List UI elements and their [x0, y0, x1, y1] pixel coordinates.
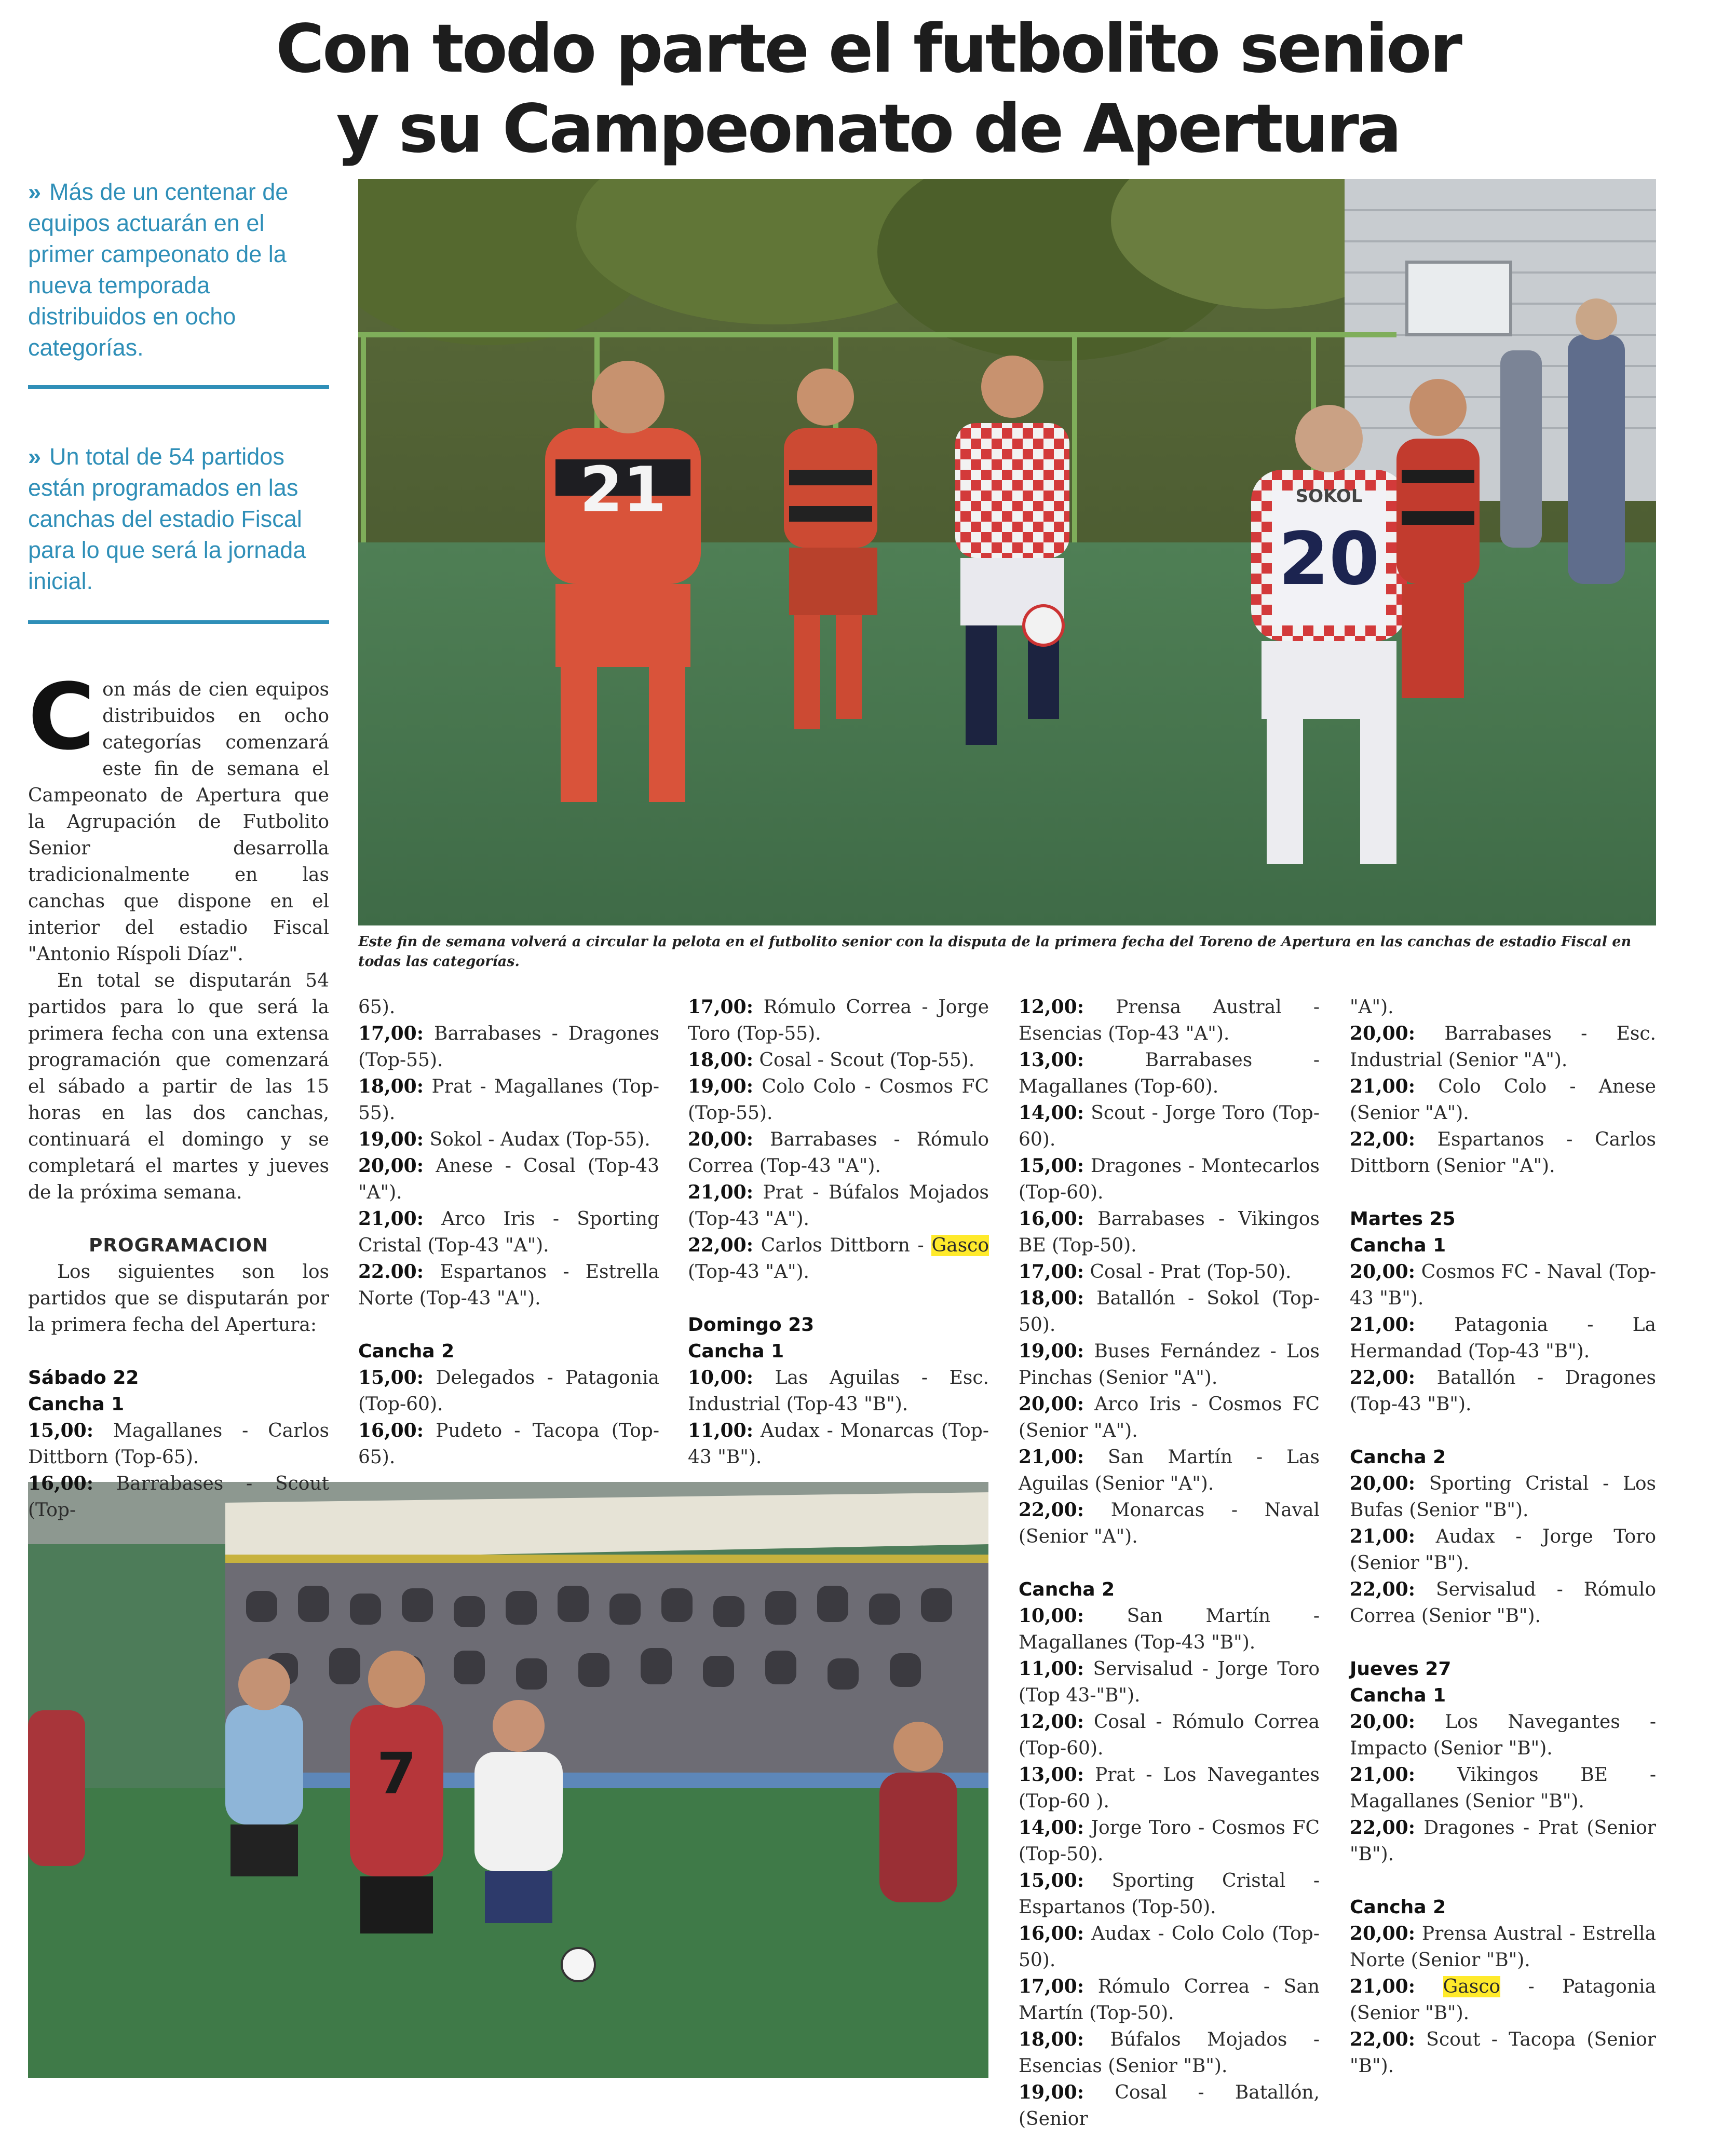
match-time: 20,00: [1350, 1711, 1416, 1733]
match-time: 21,00: [1350, 1764, 1416, 1786]
match-teams: Pudeto - Tacopa (Top-65). [358, 1420, 659, 1468]
schedule-heading: Domingo 23 [688, 1314, 815, 1336]
match-item [1019, 1973, 1320, 2026]
match-time: 20,00: [1019, 1393, 1084, 1415]
match-item [688, 1418, 989, 1470]
match-continuation: 65). [358, 997, 396, 1018]
double-chevron-icon: » [28, 443, 42, 470]
match-time: 19,00: [1019, 2081, 1084, 2103]
match-time: 18,00: [1019, 2028, 1084, 2050]
match-time: 19,00: [358, 1128, 424, 1150]
match-time: 22,00: [1350, 1367, 1416, 1388]
highlighted-team: Gasco [1443, 1976, 1501, 1997]
schedule-heading: Jueves 27 [1350, 1658, 1452, 1680]
match-item [1019, 1100, 1320, 1153]
article-column-3 [688, 994, 989, 1470]
match-teams: Batallón - Dragones (Top-43 "B"). [1350, 1367, 1656, 1415]
match-item [688, 1365, 989, 1418]
main-photo-image [358, 179, 1656, 925]
match-item [358, 1020, 659, 1073]
schedule-list [28, 1365, 329, 1523]
match-time: 13,00: [1019, 1049, 1084, 1071]
match-item [1019, 1815, 1320, 1868]
match-teams: - Patagonia (Senior "B"). [1350, 1976, 1656, 2024]
match-teams: Audax - Monarcas (Top-43 "B"). [688, 1420, 989, 1468]
match-teams: Cosmos FC - Naval (Top-43 "B"). [1350, 1261, 1656, 1309]
match-time: 11,00: [688, 1420, 754, 1441]
article-column-1 [28, 664, 329, 1523]
schedule-heading: Cancha 2 [1350, 1897, 1446, 1918]
match-time: 22,00: [1350, 1817, 1416, 1839]
match-teams: Cosal - Rómulo Correa (Top-60). [1019, 1711, 1320, 1759]
match-teams: Los Navegantes - Impacto (Senior "B"). [1350, 1711, 1656, 1759]
match-teams: Prensa Austral - Esencias (Top-43 "A"). [1019, 997, 1320, 1044]
match-time: 12,00: [1019, 996, 1084, 1018]
match-time: 15,00: [358, 1367, 424, 1388]
headline-line-2: y su Campeonato de Apertura [336, 90, 1400, 168]
deck-text: Un total de 54 partidos están programados en las canchas del estadio Fiscal para lo que será la jornada inicial. [28, 443, 306, 594]
match-item [1350, 1762, 1656, 1815]
match-teams: Rómulo Correa - San Martín (Top-50). [1019, 1976, 1320, 2024]
match-teams: San Martín - Las Aguilas (Senior "A"). [1019, 1447, 1320, 1494]
match-teams: Dragones - Montecarlos (Top-60). [1019, 1155, 1320, 1203]
schedule-list [358, 994, 659, 1470]
match-time: 14,00: [1019, 1817, 1084, 1839]
match-item [688, 1179, 989, 1232]
deck-text: Más de un centenar de equipos actuarán en el primer campeonato de la nueva temporada distribuidos en ocho categorías. [28, 179, 289, 361]
match-time: 21,00: [1350, 1314, 1416, 1336]
match-item [1019, 2026, 1320, 2079]
match-item [358, 1206, 659, 1259]
match-teams: Scout - Tacopa (Senior "B"). [1350, 2029, 1656, 2077]
match-teams [1415, 1976, 1443, 1997]
match-item [1350, 1973, 1656, 2026]
match-time: 18,00: [688, 1049, 754, 1071]
match-time: 20,00: [1350, 1923, 1416, 1944]
article-column-5 [1350, 994, 1656, 2079]
match-teams: (Top-43 "A"). [688, 1261, 809, 1283]
article-paragraph: En total se disputarán 54 partidos para lo que será la primera fecha con una extensa programación que comenzará el sábado a partir de las 15 horas en las dos canchas, continuará el domingo y se completará el martes y jueves de la próxima semana. [28, 970, 329, 1203]
match-time: 16,00: [1019, 1923, 1084, 1944]
stadium-photo-image [28, 1482, 988, 2078]
article-paragraph: Los siguientes son los partidos que se disputarán por la primera fecha del Apertura: [28, 1261, 329, 1336]
jersey-number: 7 [376, 1740, 417, 1807]
match-time: 12,00: [1019, 1711, 1084, 1733]
match-teams: Barrabases - Dragones (Top-55). [358, 1023, 659, 1071]
section-heading: PROGRAMACION [88, 1235, 269, 1256]
match-time: 22,00: [1350, 2028, 1416, 2050]
match-teams: Servisalud - Jorge Toro (Top 43-"B"). [1019, 1658, 1320, 1706]
match-item [1019, 1603, 1320, 1656]
match-item [1019, 1444, 1320, 1497]
match-teams: Jorge Toro - Cosmos FC (Top-50). [1019, 1817, 1320, 1865]
match-item [1350, 1576, 1656, 1629]
match-time: 21,00: [1350, 1075, 1416, 1097]
highlighted-team: Gasco [931, 1235, 989, 1256]
match-time: 19,00: [688, 1075, 754, 1097]
match-item [1350, 1709, 1656, 1762]
match-item [1350, 1815, 1656, 1868]
match-item [358, 1153, 659, 1206]
match-teams: Arco Iris - Cosmos FC (Senior "A"). [1019, 1394, 1320, 1441]
match-teams: San Martín - Magallanes (Top-43 "B"). [1019, 1605, 1320, 1653]
match-teams: Barrabases - Magallanes (Top-60). [1019, 1050, 1320, 1097]
match-item [1019, 1153, 1320, 1206]
match-time: 21,00: [358, 1208, 424, 1230]
match-teams: Audax - Jorge Toro (Senior "B"). [1350, 1526, 1656, 1574]
match-time: 22,00: [1019, 1499, 1084, 1521]
match-item [1019, 2079, 1320, 2132]
match-item [358, 1126, 659, 1153]
match-time: 15,00: [28, 1420, 94, 1441]
match-time: 20,00: [1350, 1023, 1416, 1044]
match-item [1350, 2026, 1656, 2079]
match-time: 21,00: [1019, 1446, 1084, 1468]
match-teams: Cosal - Batallón, (Senior [1019, 2082, 1320, 2130]
match-item [1019, 1391, 1320, 1444]
divider [28, 385, 329, 389]
match-item [28, 1470, 329, 1523]
match-time: 17,00: [1019, 1976, 1084, 1997]
match-time: 20,00: [1350, 1473, 1416, 1494]
match-teams: Servisalud - Rómulo Correa (Senior "B"). [1350, 1579, 1656, 1627]
schedule-list [1019, 994, 1320, 2132]
deck-item-2 [28, 441, 329, 597]
match-item [1350, 1126, 1656, 1179]
double-chevron-icon: » [28, 179, 42, 205]
match-item [358, 1259, 659, 1312]
match-time: 21,00: [688, 1181, 754, 1203]
match-teams: Las Aguilas - Esc. Industrial (Top-43 "B"). [688, 1367, 989, 1415]
spacer [358, 1312, 659, 1338]
match-teams: Anese - Cosal (Top-43 "A"). [358, 1155, 659, 1203]
schedule-list [1350, 994, 1656, 2079]
match-item [1350, 1523, 1656, 1576]
spacer [688, 1285, 989, 1312]
match-teams: Audax - Colo Colo (Top-50). [1019, 1923, 1320, 1971]
spacer [1350, 1179, 1656, 1206]
match-teams: Espartanos - Estrella Norte (Top-43 "A"). [358, 1261, 659, 1309]
schedule-heading: Martes 25 [1350, 1208, 1456, 1230]
article-column-4 [1019, 994, 1320, 2132]
jersey-sponsor: SOKOL [1295, 486, 1363, 507]
match-time: 16,00: [1019, 1208, 1084, 1230]
spacer [1350, 1629, 1656, 1656]
spacer [1350, 1418, 1656, 1444]
match-item [1019, 1709, 1320, 1762]
divider [28, 620, 329, 624]
match-teams: Sporting Cristal - Los Bufas (Senior "B"). [1350, 1473, 1656, 1521]
jersey-number: 21 [579, 454, 667, 526]
match-teams: Rómulo Correa - Jorge Toro (Top-55). [688, 997, 989, 1044]
match-time: 16,00: [358, 1420, 424, 1441]
match-teams: Batallón - Sokol (Top-50). [1019, 1288, 1320, 1336]
drop-cap: C [28, 664, 96, 770]
match-teams: Carlos Dittborn - [753, 1235, 932, 1256]
match-item [358, 1418, 659, 1470]
schedule-heading: Cancha 1 [1350, 1235, 1446, 1256]
match-item [1019, 1206, 1320, 1259]
match-teams: Buses Fernández - Los Pinchas (Senior "A"). [1019, 1341, 1320, 1388]
match-teams: Sporting Cristal - Espartanos (Top-50). [1019, 1870, 1320, 1918]
match-item [28, 1418, 329, 1470]
match-teams: Barrabases - Vikingos BE (Top-50). [1019, 1208, 1320, 1256]
spacer [1019, 1550, 1320, 1576]
match-teams: Dragones - Prat (Senior "B"). [1350, 1817, 1656, 1865]
match-time: 17,00: [358, 1023, 424, 1044]
match-item [1019, 1868, 1320, 1921]
match-time: 15,00: [1019, 1155, 1084, 1177]
match-item [1350, 1073, 1656, 1126]
match-item [1019, 1338, 1320, 1391]
match-teams: Prensa Austral - Estrella Norte (Senior "B"). [1350, 1923, 1656, 1971]
deck-item-1 [28, 176, 329, 363]
match-time: 13,00: [1019, 1764, 1084, 1786]
match-item [688, 994, 989, 1047]
article-paragraph: on más de cien equipos distribuidos en ocho categorías comenzará este fin de semana el Campeonato de Apertura que la Agrupación de Futbolito Senior desarrolla tradicionalmente en las canchas que dispone en el interior del estadio Fiscal "Antonio Ríspoli Díaz". [28, 679, 329, 965]
schedule-list [688, 994, 989, 1470]
match-teams: Prat - Magallanes (Top-55). [358, 1076, 659, 1124]
match-teams: Sokol - Audax (Top-55). [424, 1129, 650, 1150]
match-time: 17,00: [1019, 1261, 1084, 1283]
article-column-2 [358, 994, 659, 1470]
match-item [1019, 1656, 1320, 1709]
main-photo [358, 179, 1656, 925]
match-time: 20,00: [1350, 1261, 1416, 1283]
match-teams: Magallanes - Carlos Dittborn (Top-65). [28, 1420, 329, 1468]
headline [0, 9, 1736, 169]
match-time: 19,00: [1019, 1340, 1084, 1362]
match-item [1019, 1047, 1320, 1100]
match-item [688, 1232, 989, 1285]
match-teams: Colo Colo - Anese (Senior "A"). [1350, 1076, 1656, 1124]
match-teams: Cosal - Scout (Top-55). [753, 1050, 975, 1071]
match-item [688, 1047, 989, 1073]
match-item [1019, 1762, 1320, 1815]
match-teams: Barrabases - Scout (Top- [28, 1473, 329, 1521]
match-item [1019, 1285, 1320, 1338]
schedule-heading: Cancha 1 [1350, 1685, 1446, 1706]
schedule-heading: Cancha 2 [1019, 1579, 1115, 1600]
match-time: 20,00: [688, 1128, 754, 1150]
match-item [688, 1073, 989, 1126]
schedule-heading: Cancha 1 [28, 1394, 125, 1415]
schedule-heading: Sábado 22 [28, 1367, 139, 1388]
schedule-heading: Cancha 2 [358, 1341, 455, 1362]
match-time: 17,00: [688, 996, 754, 1018]
match-time: 15,00: [1019, 1870, 1084, 1891]
match-time: 22,00: [1350, 1128, 1416, 1150]
match-item [358, 1365, 659, 1418]
match-item [1019, 1259, 1320, 1285]
match-teams: Patagonia - La Hermandad (Top-43 "B"). [1350, 1314, 1656, 1362]
match-item [1350, 1020, 1656, 1073]
match-teams: Cosal - Prat (Top-50). [1084, 1261, 1292, 1283]
match-teams: Colo Colo - Cosmos FC (Top-55). [688, 1076, 989, 1124]
match-item [688, 1126, 989, 1179]
match-teams: Espartanos - Carlos Dittborn (Senior "A"). [1350, 1129, 1656, 1177]
match-teams: Monarcas - Naval (Senior "A"). [1019, 1500, 1320, 1547]
match-time: 18,00: [1019, 1287, 1084, 1309]
schedule-heading: Cancha 1 [688, 1341, 784, 1362]
match-time: 20,00: [358, 1155, 424, 1177]
spacer [1350, 1868, 1656, 1894]
match-item [1019, 1921, 1320, 1973]
match-teams: Vikingos BE - Magallanes (Senior "B"). [1350, 1764, 1656, 1812]
match-teams: Scout - Jorge Toro (Top-60). [1019, 1102, 1320, 1150]
schedule-heading: Cancha 2 [1350, 1447, 1446, 1468]
match-time: 14,00: [1019, 1102, 1084, 1124]
match-time: 10,00: [1019, 1605, 1084, 1627]
match-teams: Prat - Los Navegantes (Top-60 ). [1019, 1764, 1320, 1812]
match-time: 16,00: [28, 1473, 94, 1494]
match-item [1350, 1365, 1656, 1418]
match-item [1350, 1921, 1656, 1973]
match-item [1019, 1497, 1320, 1550]
match-time: 22,00: [688, 1234, 754, 1256]
match-teams: Barrabases - Rómulo Correa (Top-43 "A"). [688, 1129, 989, 1177]
match-item [1350, 1312, 1656, 1365]
match-teams: Prat - Búfalos Mojados (Top-43 "A"). [688, 1182, 989, 1230]
match-item [1350, 1259, 1656, 1312]
match-time: 22,00: [1350, 1578, 1416, 1600]
match-teams: Delegados - Patagonia (Top-60). [358, 1367, 659, 1415]
match-teams: Barrabases - Esc. Industrial (Senior "A"). [1350, 1023, 1656, 1071]
match-item [358, 1073, 659, 1126]
match-teams: Arco Iris - Sporting Cristal (Top-43 "A"). [358, 1208, 659, 1256]
headline-line-1: Con todo parte el futbolito senior [276, 10, 1460, 88]
match-item [1350, 1470, 1656, 1523]
match-continuation: "A"). [1350, 997, 1394, 1018]
match-time: 18,00: [358, 1075, 424, 1097]
stadium-photo [28, 1482, 988, 2078]
photo-caption: Este fin de semana volverá a circular la pelota en el futbolito senior con la disputa de la primera fecha del Toreno de Apertura en las canchas de estadio Fiscal en todas las categorías. [358, 934, 1632, 970]
match-time: 10,00: [688, 1367, 754, 1388]
match-time: 21,00: [1350, 1526, 1416, 1547]
match-time: 11,00: [1019, 1658, 1084, 1680]
match-time: 22.00: [358, 1261, 424, 1283]
match-teams: Búfalos Mojados - Esencias (Senior "B"). [1019, 2029, 1320, 2077]
jersey-number: 20 [1278, 517, 1380, 602]
match-time: 21,00: [1350, 1976, 1416, 1997]
match-item [1019, 994, 1320, 1047]
